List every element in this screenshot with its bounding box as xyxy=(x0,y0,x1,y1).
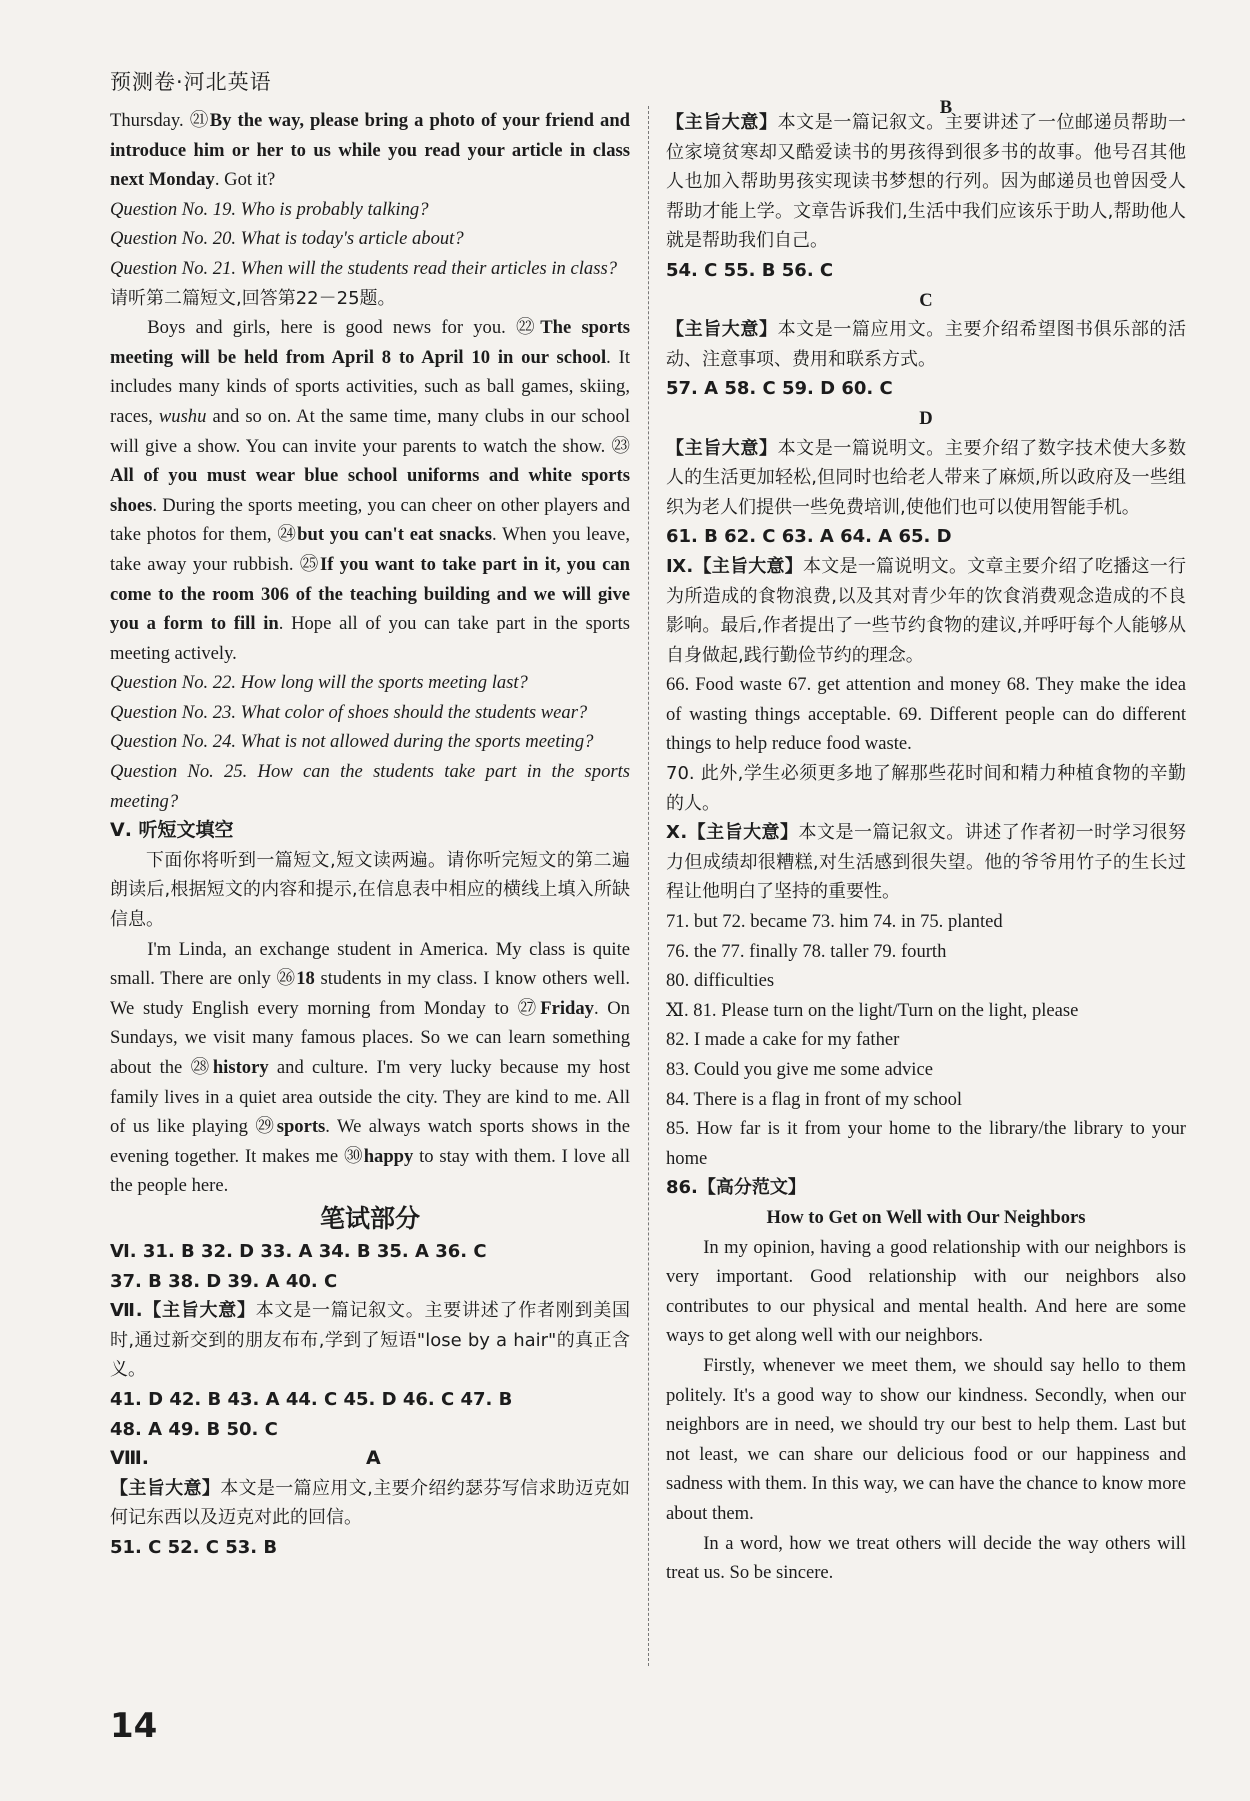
passage-2: Boys and girls, here is good news for you. ㉒The sports meeting will be held from April 8 to April 10 in our school. It includes many kinds of sports activities, such as ball games, skiing, races, wushu and so on. At the same time, many clubs in our school will give a show. You can invite your parents to watch the show. ㉓All of you must wear blue school uniforms and white sports shoes. During the sports meeting, you can cheer on other players and take photos for them, ㉔but you can't eat snacks. When you leave, take away your rubbish. ㉕If you want to take part in it, you can come to the room 306 of the teaching building and we will give you a form to fill in. Hope all of you can take part in the sports meeting actively. xyxy=(110,317,631,664)
section-9-answer-70: 70. 此外,学生必须更多地了解那些花时间和精力种植食物的辛勤的人。 xyxy=(666,763,1186,814)
passage-1-end: Thursday. ㉑By the way, please bring a photo of your friend and introduce him or her to us while you read your article in class next Monday. Got it? xyxy=(110,110,630,191)
page-number: 14 xyxy=(110,1706,158,1746)
part-C-summary: 【主旨大意】本文是一篇应用文。主要介绍希望图书俱乐部的活动、注意事项、费用和联系方式。 xyxy=(666,319,1187,370)
essay-paragraph-3: In a word, how we treat others will decide the way others will treat us. So be sincere. xyxy=(666,1532,1186,1584)
answer-83: 83. Could you give me some advice xyxy=(666,1059,933,1080)
part-D-answers: 61. B 62. C 63. A 64. A 65. D xyxy=(666,526,952,548)
essay-title: How to Get on Well with Our Neighbors xyxy=(766,1206,1086,1228)
answer-82: 82. I made a cake for my father xyxy=(666,1029,900,1051)
part-C-answers: 57. A 58. C 59. D 60. C xyxy=(666,378,893,400)
section-8-answers: 51. C 52. C 53. B xyxy=(110,1536,278,1558)
section-9-summary: Ⅸ.【主旨大意】本文是一篇说明文。文章主要介绍了吃播这一行为所造成的食物浪费,以及其对青少年的饮食消费观念造成的不良影响。最后,作者提出了一些节约食物的建议,并呼吁每个人能够从自身做起,践行勤俭节约的理念。 xyxy=(666,555,1187,666)
section-10-answers-2: 76. the 77. finally 78. taller 79. fourth xyxy=(666,940,947,962)
part-B-label: B xyxy=(939,97,953,118)
question-21: Question No. 21. When will the students read their articles in class? xyxy=(110,257,617,279)
section-9-answers: 66. Food waste 67. get attention and money 68. They make the idea of wasting things acceptable. 69. Different people can do different things to help reduce food waste. xyxy=(666,674,1186,755)
answer-86-label: 86.【高分范文】 xyxy=(666,1177,806,1199)
answer-85: 85. How far is it from your home to the library/the library to your home xyxy=(666,1118,1186,1169)
section-5-instruction: 下面你将听到一篇短文,短文读两遍。请你听完短文的第二遍朗读后,根据短文的内容和提示,在信息表中相应的横线上填入所缺信息。 xyxy=(110,849,630,931)
passage-3: I'm Linda, an exchange student in America. My class is quite small. There are only ㉖18 students in my class. I know others well. We study English every morning from Monday to ㉗Friday. On Sundays, we visit many famous places. So we can learn something about the ㉘history and culture. I'm very lucky because my host family lives in a quiet area outside the city. They are kind to me. All of us like playing ㉙sports. We always watch sports shows in the evening together. It makes me ㉚happy to stay with them. I love all the people here. xyxy=(110,938,630,1197)
section-6-answers-2: 37. B 38. D 39. A 40. C xyxy=(110,1270,338,1292)
section-7-answers-2: 48. A 49. B 50. C xyxy=(110,1418,278,1440)
part-D-label: D xyxy=(919,407,933,429)
question-24: Question No. 24. What is not allowed during the sports meeting? xyxy=(110,731,594,753)
section-10-summary: Ⅹ.【主旨大意】本文是一篇记叙文。讲述了作者初一时学习很努力但成绩却很糟糕,对生活感到很失望。他的爷爷用竹子的生长过程让他明白了坚持的重要性。 xyxy=(666,822,1187,903)
answer-84: 84. There is a flag in front of my school xyxy=(666,1088,963,1110)
essay-paragraph-1: In my opinion, having a good relationship with our neighbors is very important. Good relationship with our neighbors also contributes to our physical and mental health. And here are some ways to get along well with our neighbors. xyxy=(666,1236,1186,1347)
page-header: 预测卷·河北英语 xyxy=(110,70,272,94)
question-23: Question No. 23. What color of shoes should the students wear? xyxy=(110,701,588,723)
question-22: Question No. 22. How long will the sports meeting last? xyxy=(110,672,528,694)
section-10-answers-1: 71. but 72. became 73. him 74. in 75. planted xyxy=(666,911,1003,933)
part-C-label: C xyxy=(919,289,933,311)
essay-paragraph-2: Firstly, whenever we meet them, we should say hello to them politely. It's a good way to show our kindness. Secondly, when our neighbors are in need, we should try our best to help them. Last but not least, we can share our delicious food or our happiness and sadness with them. In this way, we can have the chance to know more about them. xyxy=(666,1354,1186,1524)
answer-81: Ⅺ. 81. Please turn on the light/Turn on the light, please xyxy=(666,999,1079,1021)
instruction-22-25: 请听第二篇短文,回答第22－25题。 xyxy=(110,287,396,309)
right-column xyxy=(666,97,1187,1588)
section-8-summary: 【主旨大意】本文是一篇应用文,主要介绍约瑟芬写信求助迈克如何记东西以及迈克对此的回信。 xyxy=(110,1477,630,1529)
section-5-heading: Ⅴ. 听短文填空 xyxy=(110,819,234,842)
question-19: Question No. 19. Who is probably talking? xyxy=(110,198,429,220)
section-7-answers-1: 41. D 42. B 43. A 44. C 45. D 46. C 47. B xyxy=(110,1388,513,1410)
column-divider xyxy=(648,106,649,1666)
question-20: Question No. 20. What is today's article about? xyxy=(110,228,464,250)
section-10-answers-3: 80. difficulties xyxy=(666,970,775,992)
section-7-summary: Ⅶ.【主旨大意】本文是一篇记叙文。主要讲述了作者刚到美国时,通过新交到的朋友布布,学到了短语"lose by a hair"的真正含义。 xyxy=(110,1300,631,1381)
part-B-answers: 54. C 55. B 56. C xyxy=(666,259,834,281)
question-25: Question No. 25. How can the students take part in the sports meeting? xyxy=(110,761,630,812)
section-8-heading: Ⅷ. A xyxy=(110,1447,381,1470)
part-B-summary: 【主旨大意】本文是一篇记叙文。主要讲述了一位邮递员帮助一位家境贫寒却又酷爱读书的男孩得到很多书的故事。他号召其他人也加入帮助男孩实现读书梦想的行列。因为邮递员也曾因受人帮助才能上学。文章告诉我们,生活中我们应该乐于助人,帮助他人就是帮助我们自己。 xyxy=(666,112,1187,252)
section-6-answers-1: Ⅵ. 31. B 32. D 33. A 34. B 35. A 36. C xyxy=(110,1240,487,1262)
left-column xyxy=(110,106,630,1563)
part-D-summary: 【主旨大意】本文是一篇说明文。主要介绍了数字技术使大多数人的生活更加轻松,但同时也给老人带来了麻烦,所以政府及一些组织为老人们提供一些免费培训,使他们也可以使用智能手机。 xyxy=(666,437,1187,518)
written-section-title: 笔试部分 xyxy=(319,1203,420,1233)
